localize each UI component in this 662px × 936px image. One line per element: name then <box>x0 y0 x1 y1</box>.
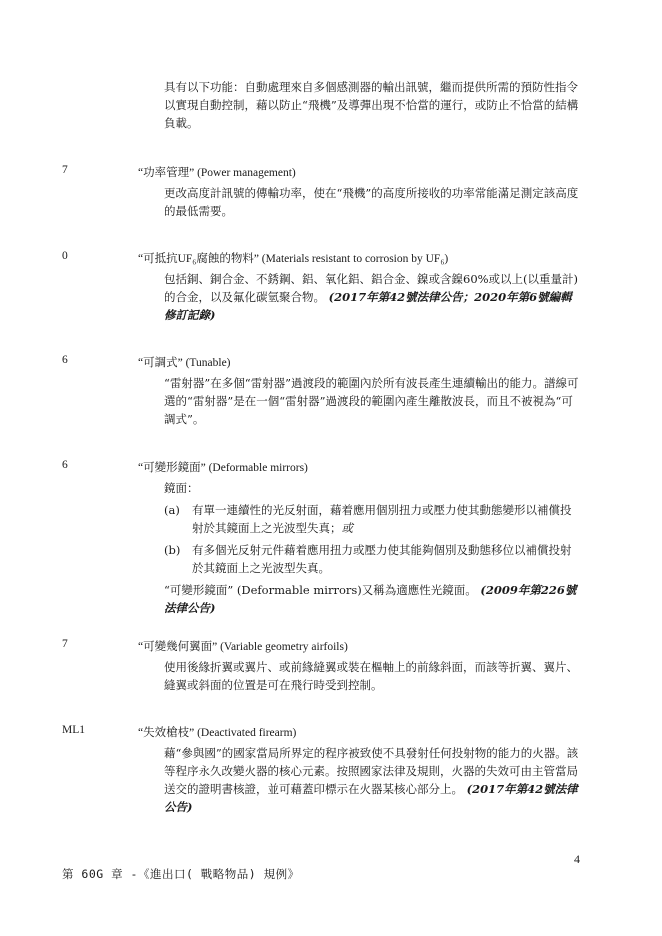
term-heading: “可調式” (Tunable) <box>138 357 231 369</box>
category-code: 6 <box>62 459 68 471</box>
definition-body: 包括銅、銅合金、不銹鋼、鋁、氧化鋁、鋁合金、鎳或含鎳60%或以上(以重量計)的合金，以及氟化碳氫聚合物。 <box>164 272 579 304</box>
sub-item-text: 有單一連續性的光反射面，藉着應用個別扭力或壓力使其動態變形以補償投射於其鏡面上之光波型失真； <box>192 503 572 535</box>
chapter-title: 第 60G 章 -《進出口( 戰略物品) 規例》 <box>62 867 300 881</box>
sub-item-text: 有多個光反射元件藉着應用扭力或壓力使其能夠個別及動態移位以補償投射於其鏡面上之光波型失真。 <box>192 543 572 575</box>
term-heading: “失效槍枝” (Deactivated firearm) <box>138 727 297 739</box>
sub-item-label: (b) <box>164 543 181 557</box>
definition-text: 使用後緣折翼或翼片、或前緣縫翼或裝在樞軸上的前緣斜面，而該等折翼、翼片、縫翼或斜面的位置是可在飛行時受到控制。 <box>164 660 578 692</box>
definition-text <box>164 270 582 324</box>
sub-item-label: (a) <box>164 503 180 517</box>
sub-item-suffix: 或 <box>341 521 353 535</box>
definition-lead: 鏡面： <box>164 481 199 495</box>
category-code: 6 <box>62 354 68 366</box>
legal-notice-note: (2017年第42號法律公告；2020年第6號編輯修訂記錄) <box>164 290 572 322</box>
legal-notice-note: (2017年第42號法律公告) <box>164 782 578 814</box>
sub-item-a <box>164 501 582 537</box>
definition-text: 更改高度計訊號的傳輸功率，使在“飛機”的高度所接收的功率常能滿足測定該高度的最低需要。 <box>164 186 579 218</box>
term-heading: “可變幾何翼面” (Variable geometry airfoils) <box>138 641 348 653</box>
category-code: 7 <box>62 638 68 650</box>
sub-item-b <box>164 541 582 577</box>
definition-text <box>164 744 582 816</box>
definition-closing <box>164 581 582 617</box>
term-heading: “可變形鏡面” (Deformable mirrors) <box>138 462 308 474</box>
category-code: 0 <box>62 250 68 262</box>
closing-text: “可變形鏡面” (Deformable mirrors)又稱為適應性光鏡面。 <box>164 583 477 597</box>
term-heading: “可抵抗UF₆腐蝕的物料” (Materials resistant to corrosion by UF₆) <box>138 253 449 265</box>
category-code: ML1 <box>62 724 85 736</box>
legal-notice-note: (2009年第226號法律公告) <box>164 583 577 615</box>
definition-text <box>164 479 582 617</box>
definition-body: 藉“參與國”的國家當局所界定的程序被致使不具發射任何投射物的能力的火器。該等程序永久改變火器的核心元素。按照國家法律及規則，火器的失效可由主管當局送交的證明書核證，並可藉蓋印標示在火器某核心部分上。 <box>164 746 579 796</box>
intro-paragraph: 具有以下功能：自動處理來自多個感測器的輸出訊號，繼而提供所需的預防性指令以實現自動控制，藉以防止“飛機”及導彈出現不恰當的運行，或防止不恰當的結構負載。 <box>164 80 579 130</box>
term-heading: “功率管理” (Power management) <box>138 167 296 179</box>
category-code: 7 <box>62 164 68 176</box>
page-number: 4 <box>574 852 580 866</box>
definition-text: “雷射器”在多個“雷射器”過渡段的範圍內於所有波長產生連續輸出的能力。譜線可選的“雷射器”是在一個“雷射器”過渡段的範圍內產生離散波長，而且不被視為“可調式”。 <box>164 376 579 426</box>
